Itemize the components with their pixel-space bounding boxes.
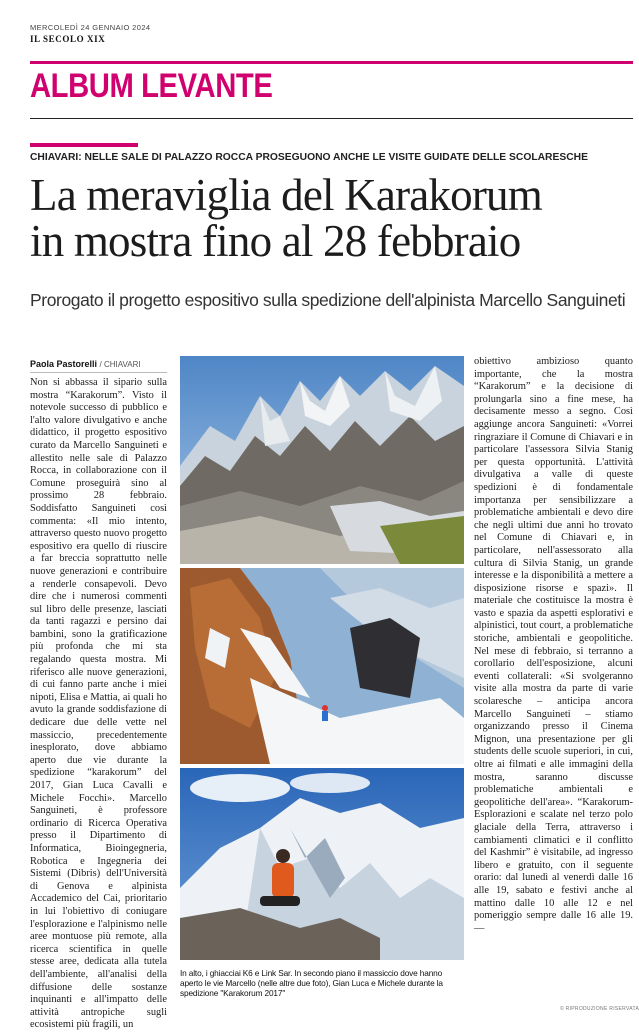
section-title: ALBUM LEVANTE: [30, 67, 273, 105]
headline-line-2: in mostra fino al 28 febbraio: [30, 216, 521, 266]
dateline-place: CHIAVARI: [104, 360, 141, 369]
glacier-peaks-image: [180, 356, 464, 564]
subheadline: Prorogato il progetto espositivo sulla spedizione dell'alpinista Marcello Sanguineti: [30, 290, 626, 310]
article-column-3: obiettivo ambizioso quanto importante, che la mostra “Karakorum” e la decisione di prolungarla sino a fine mese, ha decisamente messo a segno. Così aggiunge ancora Sanguineti: «Vorrei ringraziare il Comune di Chiavari e in particolare l'assessora Silvia Stanig per questa opportunità. L'attività divulgativa a valle di queste spedizioni è di fondamentale importanza per sensibilizzare a problematiche ambientali e devo dire che negli ultimi due anni ho trovato nel Comune di Chiavari e, in particolare, nell'assessorato alla cultura di Silvia Stanig, un grande interesse e la disponibilità a mettere a disposizione risorse e spazi». Il materiale che costituisce la mostra è vasto e spazia da aspetti esplorativi e alpinistici, tout court, a problematiche storiche, ambientali e geopolitiche. Nel mese di febbraio, si terranno a corollario dell'esposizione, alcuni eventi collaterali: «Si svolgeranno visite alla mostra da parte di varie scolaresche – anticipa ancora Marcello Sanguineti – stiamo organizzando presso il Cinema Mignon, una presentazione per gli students delle scuole superiori, in cui, oltre ai filmati e alle immagini della mostra, saranno discusse problematiche ambientali e geopolitiche dell'area». “Karakorum-Esplorazioni e scalate nel terzo polo glaciale della Terra, attraverso i cambiamenti climatici e il conflitto del Kashmir” è visitabile, ad ingresso libero e gratuito, con il seguente orario: dal lunedì al venerdì dalle 16 alle 19, sabato e festivi anche al mattino dalle 10 alle 12 e nel pomeriggio sempre dalle 16 alle 19. —: [474, 356, 633, 934]
climber-ridge-image: [180, 568, 464, 764]
summit-portrait-image: [180, 768, 464, 960]
kicker-accent-bar: [30, 143, 138, 147]
headline: [30, 172, 630, 264]
kicker: CHIAVARI: NELLE SALE DI PALAZZO ROCCA PROSEGUONO ANCHE LE VISITE GUIDATE DELLE SCOLARESCHE: [30, 152, 588, 163]
headline-line-1: La meraviglia del Karakorum: [30, 170, 542, 220]
byline: Paola Pastorelli / CHIAVARI: [30, 359, 141, 369]
photo-glaciers: [180, 356, 464, 564]
article-column-1: Non si abbassa il sipario sulla mostra “Karakorum”. Visto il notevole successo di pubblico e l'alto valore divulgativo e anche didattico, il progetto espositivo curato da Marcello Sanguineti e allestito nelle sale di Palazzo Rocca, in collaborazione con il Comune proseguirà sino al prossimo 28 febbraio. Soddisfatto Sanguineti così commenta: «Il mio intento, attraverso questo nuovo progetto espositivo era quello di riuscire a far breccia soprattutto nelle nuove generazioni e contribuire a renderle consapevoli. Devo dire che i numerosi commenti sul libro delle presenze, lasciati da tanti ragazzi e persino dai bambini, sono la gratificazione più profonda che mi sta regalando questa mostra. Mi riferisco alle nuove generazioni, di cui fanno parte anche i miei nipoti, Elisa e Mattia, ai quali ho avuto la grande soddisfazione di dedicare due delle vette nel massiccio, precedentemente inesplorato, dove abbiamo aperto due vie durante la spedizione “karakorum” del 2017, Gian Luca Cavalli e Michele Focchi». Marcello Sanguineti, è professore ordinario di Ricerca Operativa presso il Dipartimento di Informatica, Bioingegneria, Robotica e Ingegneria dei Sistemi (Dibris) dell'Università di Genova e alpinista Accademico del Cai, prioritario in lui l'obiettivo di coniugare l'esplorazione e l'alpinismo nelle aree montuose più remote, alla ricerca scientifica in quelle stesse aree, dedicata alla tutela dell'ambiente, all'analisi della diffusione delle sostanze inquinanti e all'impatto delle attività antropiche sugli ecosistemi più fragili, un: [30, 377, 167, 1031]
photo-climber-ridge: [180, 568, 464, 764]
author-name: Paola Pastorelli: [30, 359, 98, 369]
byline-rule: [30, 372, 167, 373]
section-top-bar: [30, 61, 633, 64]
newspaper-name: IL SECOLO XIX: [30, 34, 106, 44]
photo-climber-summit: [180, 768, 464, 960]
photo-caption: In alto, i ghiacciai K6 e Link Sar. In secondo piano il massiccio dove hanno aperto le vie Marcello (nelle altre due foto), Gian Luca e Michele durante la spedizione "Karakorum 2017": [180, 968, 443, 998]
section-divider: [30, 118, 633, 119]
issue-date: MERCOLEDÌ 24 GENNAIO 2024: [30, 23, 151, 32]
copyright-notice: © RIPRODUZIONE RISERVATA: [560, 1006, 639, 1012]
